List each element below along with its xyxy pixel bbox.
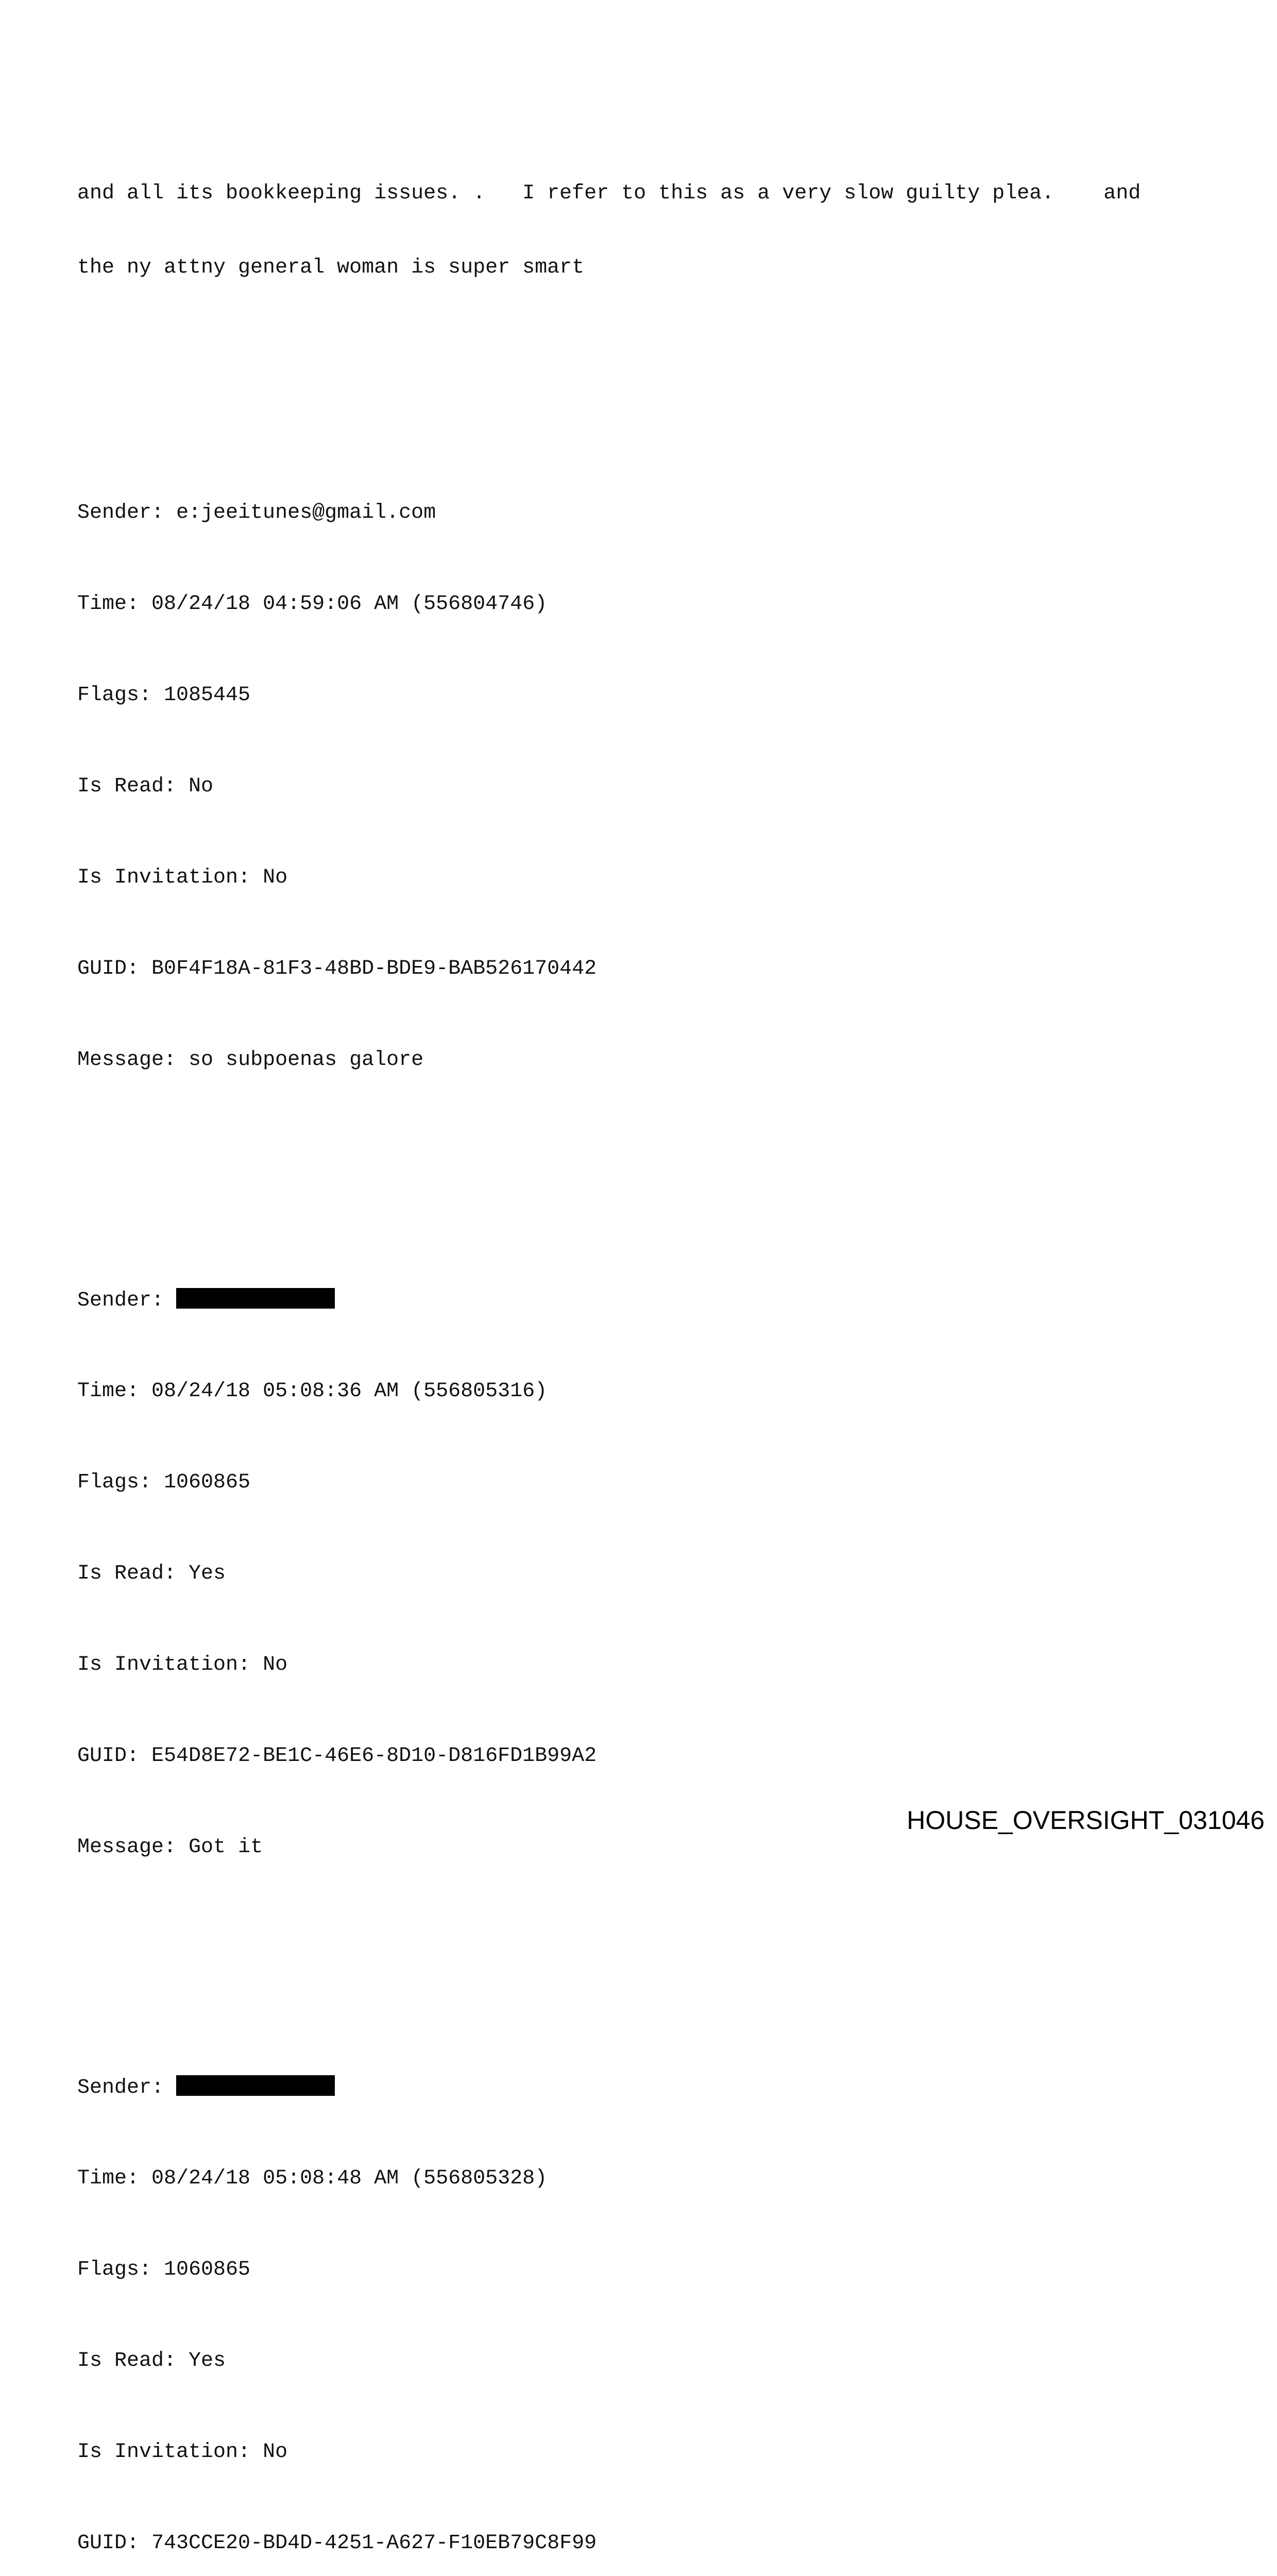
is-read-label: Is Read: — [77, 2349, 189, 2372]
time-value: 08/24/18 05:08:48 AM (556805328) — [151, 2167, 548, 2190]
guid-label: GUID: — [77, 1744, 152, 1768]
message-text: Got it — [189, 1836, 263, 1859]
is-read-field — [77, 2349, 1211, 2374]
flags-field — [77, 2258, 1211, 2282]
guid-value: 743CCE20-BD4D-4251-A627-F10EB79C8F99 — [151, 2532, 597, 2555]
guid-field — [77, 957, 1211, 981]
is-invitation-value: No — [263, 1653, 288, 1676]
message-field — [77, 1048, 1211, 1073]
is-read-field — [77, 774, 1211, 799]
sender-label: Sender: — [77, 1289, 177, 1312]
time-field — [77, 592, 1211, 617]
guid-field — [77, 2531, 1211, 2556]
sender-value: e:jeeitunes@gmail.com — [176, 501, 436, 524]
bates-stamp: HOUSE_OVERSIGHT_031046 — [907, 1806, 1265, 1835]
guid-value: B0F4F18A-81F3-48BD-BDE9-BAB526170442 — [151, 957, 597, 980]
time-value: 08/24/18 05:08:36 AM (556805316) — [151, 1380, 548, 1403]
is-read-value: No — [189, 775, 214, 798]
message-field — [77, 1835, 1211, 1860]
guid-field — [77, 1744, 1211, 1769]
is-invitation-label: Is Invitation: — [77, 866, 263, 889]
intro-line: and all its bookkeeping issues. . I refer to this as a very slow guilty plea. and — [77, 182, 1141, 205]
flags-label: Flags: — [77, 1471, 164, 1494]
message-text: so subpoenas galore — [189, 1048, 424, 1072]
flags-label: Flags: — [77, 684, 164, 707]
redaction-box — [176, 2075, 335, 2096]
sender-field — [77, 501, 1211, 526]
is-invitation-field — [77, 2440, 1211, 2465]
sender-field — [77, 2075, 1211, 2100]
time-label: Time: — [77, 1380, 152, 1403]
message-label: Message: — [77, 1836, 189, 1859]
time-field — [77, 2166, 1211, 2191]
time-field — [77, 1379, 1211, 1404]
is-invitation-field — [77, 866, 1211, 890]
time-label: Time: — [77, 592, 152, 616]
intro-line: the ny attny general woman is super smart — [77, 256, 585, 279]
flags-value: 1060865 — [164, 2258, 251, 2281]
sender-field — [77, 1288, 1211, 1313]
is-read-label: Is Read: — [77, 1562, 189, 1585]
time-label: Time: — [77, 2167, 152, 2190]
redaction-box — [176, 1288, 335, 1309]
time-value: 08/24/18 04:59:06 AM (556804746) — [151, 592, 548, 616]
flags-value: 1060865 — [164, 1471, 251, 1494]
flags-field — [77, 683, 1211, 708]
intro-text — [77, 132, 1211, 330]
guid-label: GUID: — [77, 2532, 152, 2555]
message-log-document — [77, 82, 1211, 2576]
message-record — [77, 2026, 1211, 2576]
message-record — [77, 451, 1211, 1122]
is-read-value: Yes — [189, 2349, 226, 2372]
flags-field — [77, 1470, 1211, 1495]
is-invitation-label: Is Invitation: — [77, 1653, 263, 1676]
is-invitation-value: No — [263, 866, 288, 889]
is-read-label: Is Read: — [77, 775, 189, 798]
is-read-value: Yes — [189, 1562, 226, 1585]
flags-label: Flags: — [77, 2258, 164, 2281]
is-invitation-label: Is Invitation: — [77, 2441, 263, 2464]
is-invitation-value: No — [263, 2441, 288, 2464]
is-read-field — [77, 1562, 1211, 1586]
guid-label: GUID: — [77, 957, 152, 980]
is-invitation-field — [77, 1653, 1211, 1677]
sender-label: Sender: — [77, 2076, 177, 2099]
flags-value: 1085445 — [164, 684, 251, 707]
message-label: Message: — [77, 1048, 189, 1072]
guid-value: E54D8E72-BE1C-46E6-8D10-D816FD1B99A2 — [151, 1744, 597, 1768]
sender-label: Sender: — [77, 501, 177, 524]
